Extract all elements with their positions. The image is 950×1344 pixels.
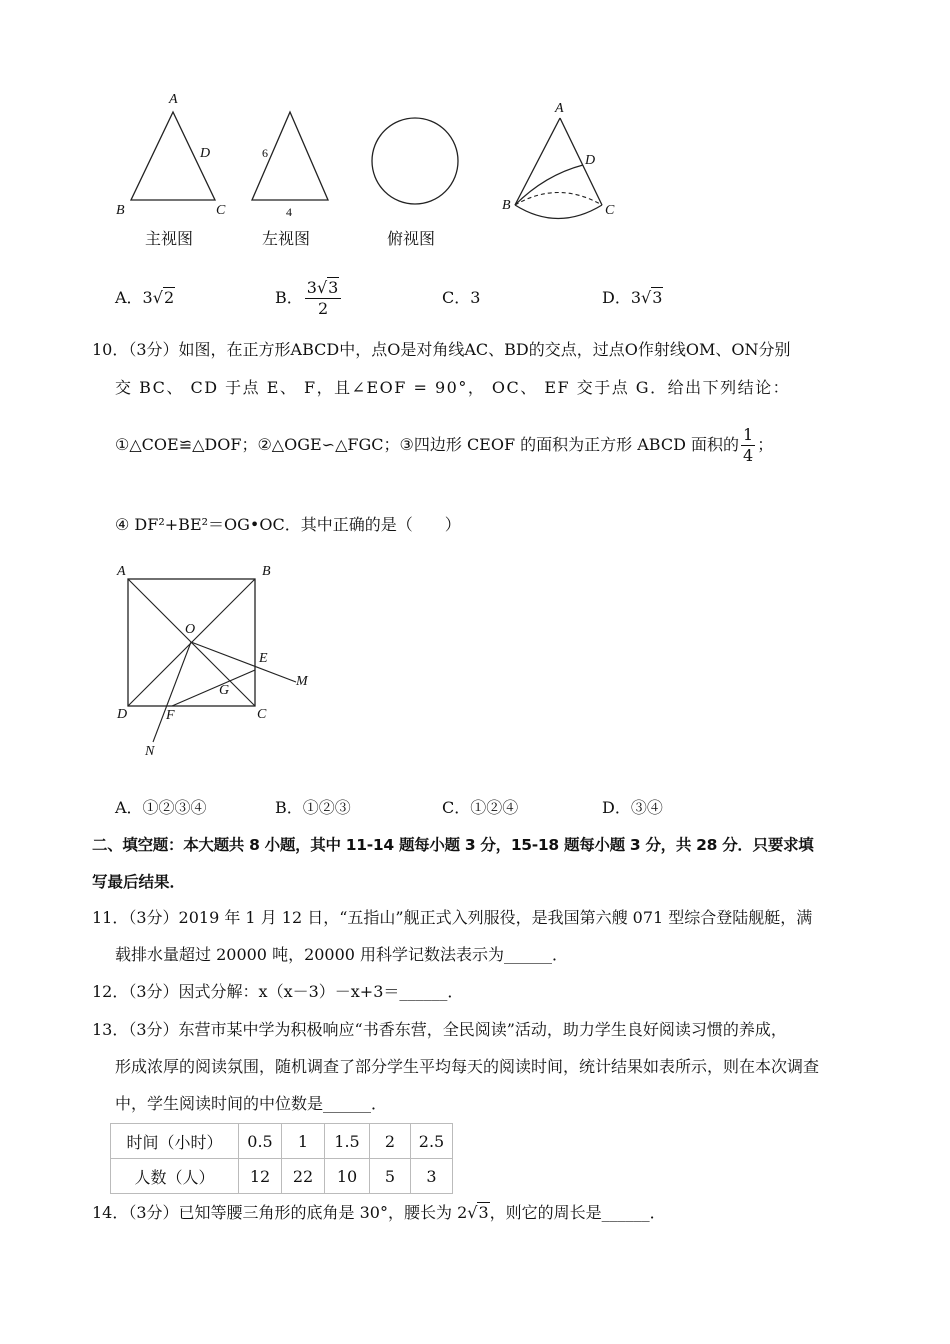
q11-line-1: 11．（3分）2019 年 1 月 12 日，“五指山”舰正式入列服役，是我国第六艘 071 型综合登陆舰艇，满	[92, 908, 813, 927]
q10-option-b[interactable]: B．①②③	[275, 798, 351, 817]
radicand: 3	[478, 1203, 489, 1222]
section-2-heading-line-2: 写最后结果．	[92, 873, 186, 891]
table-cell: 10	[325, 1159, 370, 1194]
table-cell: 22	[282, 1159, 325, 1194]
cone-label-D: D	[585, 153, 596, 168]
denominator: 4	[743, 446, 754, 465]
option-text: D．3	[602, 288, 642, 307]
q10-line-1: 10．（3分）如图，在正方形ABCD中，点O是对角线AC、BD的交点，过点O作射线OM、ON分别	[92, 340, 791, 359]
caption-front-view: 主视图	[145, 229, 194, 248]
q10-option-a[interactable]: A．①②③④	[115, 798, 207, 817]
sq-label-C: C	[257, 707, 267, 722]
option-text: A．3	[115, 288, 153, 307]
table-cell: 12	[239, 1159, 282, 1194]
q14-text: 14．（3分）已知等腰三角形的底角是 30°，腰长为 2	[92, 1203, 468, 1222]
table-row	[111, 1159, 453, 1194]
sq-label-B: B	[262, 564, 271, 579]
caption-side-view: 左视图	[262, 229, 311, 248]
cone-label-C: C	[605, 203, 615, 218]
q14-line-1: 14．（3分）已知等腰三角形的底角是 30°，腰长为 2√3，则它的周长是______．	[92, 1203, 666, 1222]
q12-line-1: 12．（3分）因式分解：x（x－3）－x+3＝______．	[92, 982, 464, 1001]
label-A: A	[169, 92, 178, 107]
label-C: C	[216, 203, 226, 218]
sq-label-G: G	[219, 683, 230, 698]
option-text: B．	[275, 288, 303, 307]
sq-label-F: F	[166, 708, 175, 723]
q14-text-end: ，则它的周长是______．	[489, 1203, 666, 1222]
fraction: $\frac{3√3}{2}$	[305, 278, 342, 319]
table-cell: 2	[370, 1124, 411, 1159]
table-cell: 3	[411, 1159, 453, 1194]
label-6: 6	[262, 146, 268, 160]
table-cell: 2.5	[411, 1124, 453, 1159]
sq-label-D: D	[117, 707, 128, 722]
q13-line-1: 13．（3分）东营市某中学为积极响应“书香东营，全民阅读”活动，助力学生良好阅读习惯的养成，	[92, 1020, 787, 1039]
q9-option-c[interactable]: C．3	[442, 288, 481, 307]
reading-time-table	[110, 1123, 453, 1194]
table-cell: 1.5	[325, 1124, 370, 1159]
sq-label-E: E	[259, 651, 268, 666]
table-cell: 0.5	[239, 1124, 282, 1159]
cone-label-A: A	[555, 101, 564, 116]
numerator: 1	[743, 425, 754, 444]
table-cell: 5	[370, 1159, 411, 1194]
q10-line-3-text: ①△COE≌△DOF；②△OGE∽△FGC；③四边形 CEOF 的面积为正方形 ABCD 面积的	[115, 435, 740, 454]
sq-label-A: A	[117, 564, 126, 579]
sq-label-O: O	[185, 622, 196, 637]
q10-option-d[interactable]: D．③④	[602, 798, 663, 817]
q11-line-2: 载排水量超过 20000 吨，20000 用科学记数法表示为______．	[115, 945, 569, 964]
q9-option-a[interactable]: A．3√2	[115, 288, 175, 307]
q13-line-3: 中，学生阅读时间的中位数是______．	[115, 1094, 388, 1113]
denominator: 2	[317, 299, 329, 318]
q10-option-c[interactable]: C．①②④	[442, 798, 519, 817]
radicand: 3	[652, 288, 663, 307]
sq-label-M: M	[296, 674, 308, 689]
table-header-cell: 时间（小时）	[111, 1124, 239, 1159]
sq-label-N: N	[145, 744, 155, 759]
label-4: 4	[286, 205, 292, 219]
table-row	[111, 1124, 453, 1159]
label-D: D	[200, 146, 211, 161]
table-header-cell: 人数（人）	[111, 1159, 239, 1194]
label-B: B	[116, 203, 125, 218]
section-2-heading-line-1: 二、填空题：本大题共 8 小题，其中 11-14 题每小题 3 分，15-18 题每小题 3 分，共 28 分．只要求填	[92, 836, 814, 854]
punct: ；	[757, 435, 774, 454]
radicand: 3	[328, 278, 339, 297]
table-cell: 1	[282, 1124, 325, 1159]
numerator-coef: 3	[306, 278, 317, 297]
radicand: 2	[163, 288, 175, 307]
q10-line-4: ④ DF²+BE²＝OG•OC．其中正确的是（ ）	[115, 515, 461, 534]
q9-option-d[interactable]: D．3√3	[602, 288, 663, 307]
cone-label-B: B	[502, 198, 511, 213]
q13-line-2: 形成浓厚的阅读氛围，随机调查了部分学生平均每天的阅读时间，统计结果如表所示，则在本次调查	[115, 1057, 820, 1076]
caption-top-view: 俯视图	[387, 229, 436, 248]
q10-line-2: 交 BC、 CD 于点 E、 F，且∠EOF = 90°， OC、 EF 交于点 G．给出下列结论：	[115, 378, 791, 397]
